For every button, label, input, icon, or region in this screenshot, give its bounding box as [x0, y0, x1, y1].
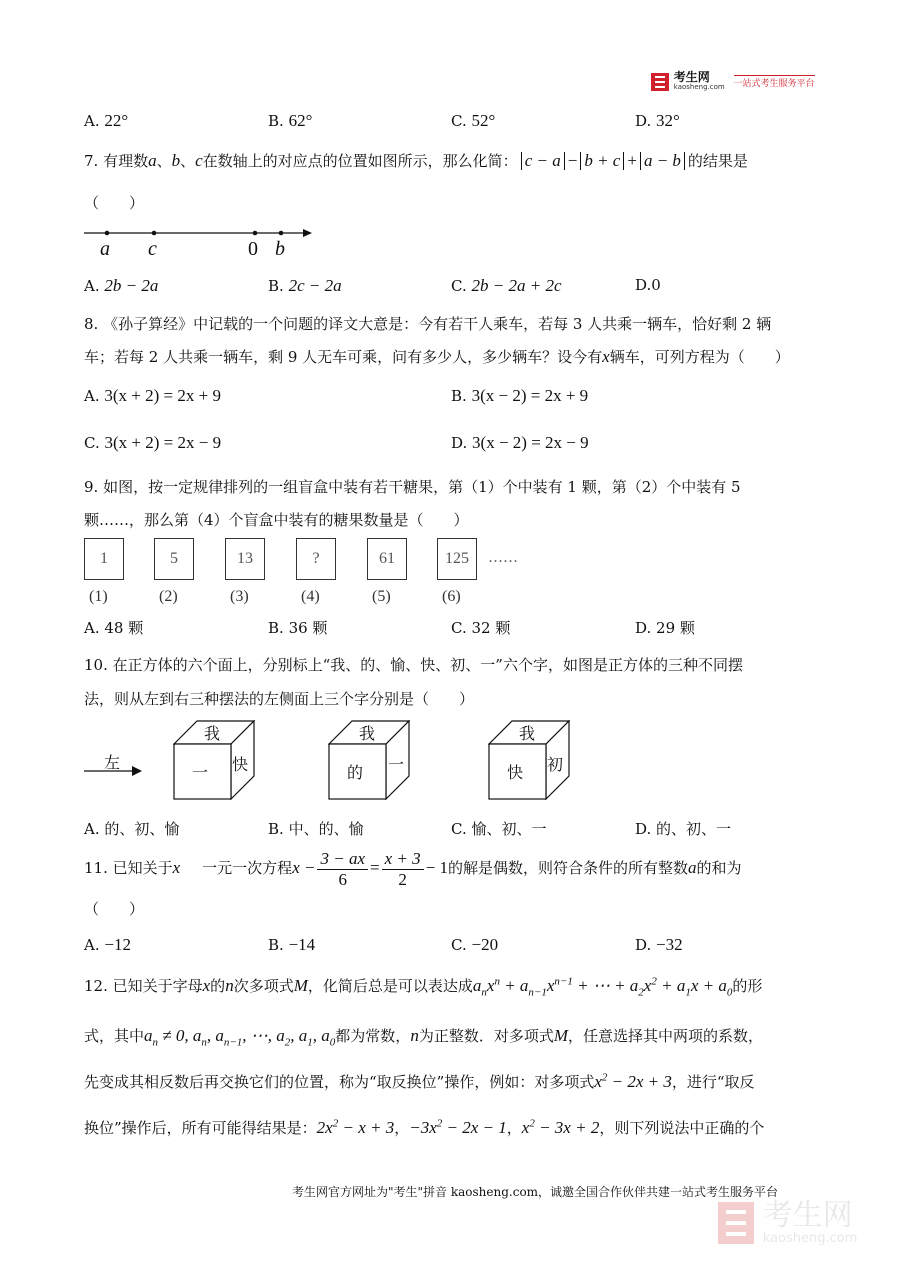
option-text: 62°	[288, 111, 313, 130]
logo-slogan: 一站式考生服务平台	[734, 75, 815, 89]
q10-line1: 10. 在正方体的六个面上，分别标上“我、的、愉、快、初、一”六个字，如图是正方体的三种不同摆	[84, 656, 743, 674]
box-label: (4)	[301, 588, 320, 605]
q11-option-b: −14	[288, 935, 316, 954]
axis-label-b: b	[275, 238, 285, 260]
q9-option-c: 32 颗	[471, 619, 511, 637]
watermark-logo-icon	[718, 1202, 754, 1244]
ellipsis: ……	[488, 548, 518, 566]
header-logo	[651, 72, 815, 94]
q7-option-b: 2c − 2a	[288, 276, 342, 295]
logo-subtext: kaosheng.com	[673, 83, 725, 91]
left-arrow-icon	[84, 764, 146, 778]
watermark	[718, 1200, 857, 1246]
point-zero	[253, 231, 258, 236]
q8-option-c: 3(x + 2) = 2x − 9	[104, 433, 222, 452]
option-text: 32°	[656, 111, 680, 130]
axis-label-c: c	[148, 238, 157, 260]
candy-box: 61	[367, 538, 407, 580]
q7-stem: 7. 有理数a、b、c在数轴上的对应点的位置如图所示，那么化简： c − a − b + c + a − b 的结果是	[84, 151, 748, 170]
q12-line2: 式，其中$a_n \ne 0$, $a_n$, $a_{n-1}$, ⋯, $a_2$, $a_1$, $a_0$都为常数，n为正整数．对多项式M，任意选择其中两项的系数，	[84, 1026, 764, 1049]
logo-text: 考生网	[673, 70, 710, 84]
q7-paren: （ ）	[84, 194, 145, 212]
q8-option-a: 3(x + 2) = 2x + 9	[104, 386, 221, 405]
q11-paren: （ ）	[84, 900, 145, 918]
candy-box: ?	[296, 538, 336, 580]
q11-option-a: −12	[104, 935, 131, 954]
box-label: (1)	[89, 588, 108, 605]
logo-icon	[651, 73, 669, 91]
option-label: C.	[451, 112, 467, 130]
cube-1-side: 快	[232, 755, 249, 774]
option-text: 52°	[471, 111, 496, 130]
q12-line4: 换位”操作后，所有可能得结果是：$2x^2 - x + 3$，$-3x^2 - 2x - 1$，$x^2 - 3x + 2$，则下列说法中正确的个	[84, 1117, 765, 1137]
q7-option-d: 0	[651, 276, 661, 294]
q8-option-b: 3(x − 2) = 2x + 9	[471, 386, 589, 405]
q7-option-c: 2b − 2a + 2c	[471, 276, 562, 295]
cube-3-front: 快	[507, 763, 524, 782]
candy-box: 125	[437, 538, 477, 580]
q10-option-a: 的、初、愉	[104, 820, 180, 838]
candy-box: 13	[225, 538, 265, 580]
option-text: 22°	[104, 111, 129, 130]
watermark-text: 考生网	[762, 1198, 853, 1233]
q8-option-d: 3(x − 2) = 2x − 9	[472, 433, 589, 452]
q12-line1: 12. 已知关于字母x的n次多项式M，化简后总是可以表达成$a_nx^n + a_{n-1}x^{n-1}$ + ⋯ + $a_2x^2 + a_1x + a_0$的形	[84, 975, 763, 999]
candy-box: 5	[154, 538, 194, 580]
q9-line1: 9. 如图，按一定规律排列的一组盲盒中装有若干糖果，第（1）个中装有 1 颗，第（2）个中装有 5	[84, 478, 741, 496]
box-label: (2)	[159, 588, 178, 605]
q9-option-a: 48 颗	[104, 619, 144, 637]
cube-3-side: 初	[547, 755, 564, 774]
q11-option-d: −32	[656, 935, 683, 954]
q10-option-c: 愉、初、一	[471, 820, 547, 838]
q10-option-b: 中、的、愉	[288, 820, 364, 838]
cube-1-front: 一	[192, 763, 209, 782]
q7-option-a: 2b − 2a	[104, 276, 159, 295]
box-label: (3)	[230, 588, 249, 605]
cube-2-top: 我	[359, 724, 376, 743]
q9-option-b: 36 颗	[288, 619, 328, 637]
q8-line1: 8. 《孙子算经》中记载的一个问题的译文大意是：今有若干人乘车，若每 3 人共乘一辆车，恰好剩 2 辆	[84, 315, 772, 333]
cube-3-top: 我	[519, 724, 536, 743]
candy-box: 1	[84, 538, 124, 580]
point-c	[152, 231, 157, 236]
q8-line2: 车；若每 2 人共乘一辆车，剩 9 人无车可乘，问有多少人，多少辆车？设今有x辆车，可列方程为（ ）	[84, 347, 790, 366]
q10-line2: 法，则从左到右三种摆法的左侧面上三个字分别是（ ）	[84, 690, 475, 708]
box-label: (5)	[372, 588, 391, 605]
q11-stem: 11. 已知关于x 一元一次方程x − $\frac{3 - ax}{6}$ = $\frac{x + 3}{2}$ − 1的解是偶数，则符合条件的所有整数a的和为	[84, 848, 742, 889]
cube-2-front: 的	[347, 763, 364, 782]
q12-line3: 先变成其相反数后再交换它们的位置，称为“取反换位”操作，例如：对多项式$x^2 - 2x + 3$，进行“取反	[84, 1071, 755, 1091]
q9-line2: 颗……，那么第（4）个盲盒中装有的糖果数量是（ ）	[84, 511, 469, 529]
cube-1-top: 我	[204, 724, 221, 743]
cube-2-side: 一	[388, 755, 405, 774]
footer-text: 考生网官方网址为"考生"拼音 kaosheng.com，诚邀全国合作伙伴共建一站式考生服务平台	[292, 1185, 779, 1199]
number-line	[84, 220, 324, 265]
arrow-label: 左	[104, 753, 121, 772]
q9-option-d: 29 颗	[656, 619, 695, 637]
option-label: A.	[84, 112, 100, 130]
axis-label-a: a	[100, 238, 110, 260]
point-a	[105, 231, 110, 236]
option-label: D.	[635, 112, 652, 130]
watermark-subtext: kaosheng.com	[762, 1231, 858, 1246]
axis-label-zero: 0	[248, 238, 258, 260]
box-label: (6)	[442, 588, 461, 605]
point-b	[279, 231, 284, 236]
option-label: B.	[268, 112, 284, 130]
q10-option-d: 的、初、一	[656, 820, 732, 838]
q11-option-c: −20	[471, 935, 499, 954]
